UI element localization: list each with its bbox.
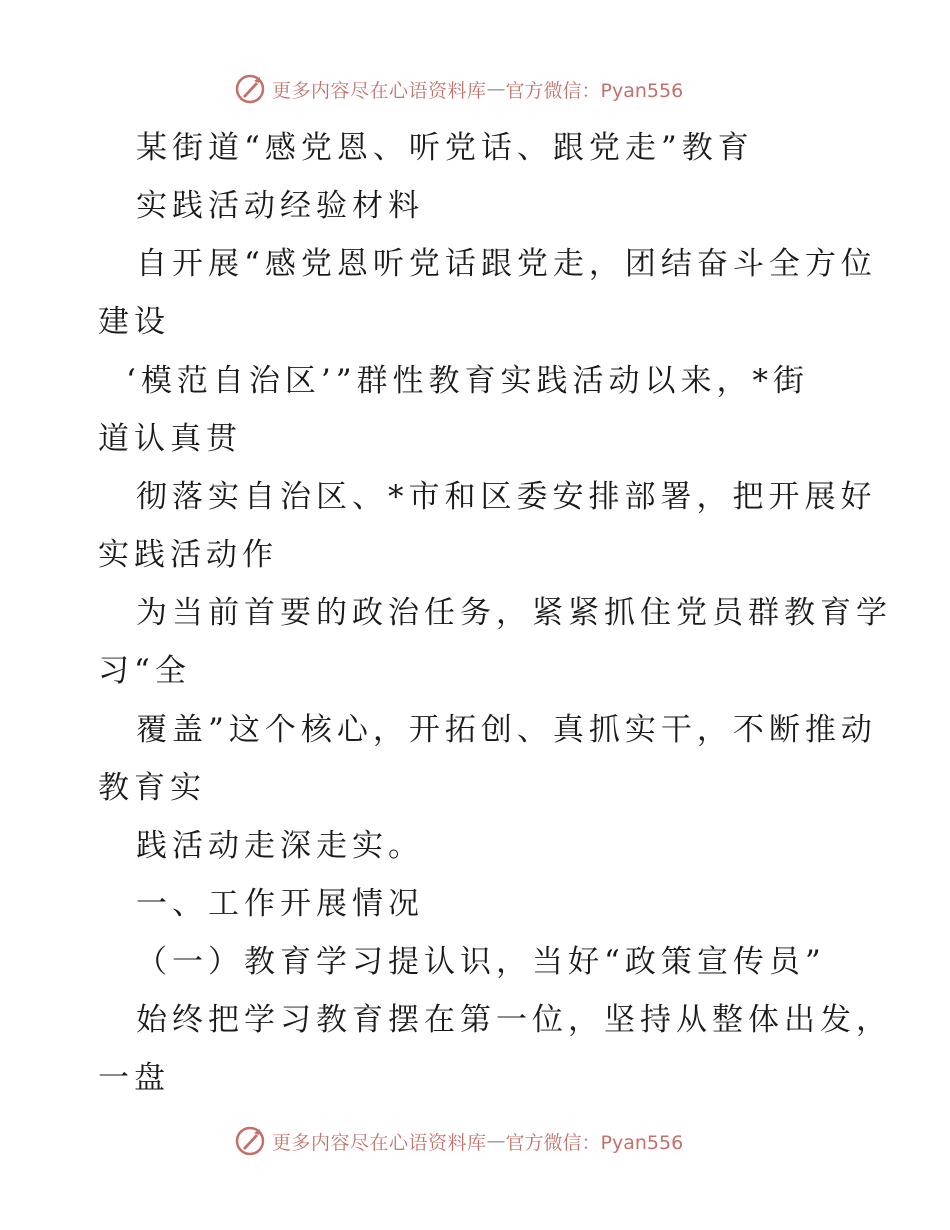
doc-line-16: 始终把学习教育摆在第一位，坚持从整体出发， bbox=[136, 1002, 892, 1038]
doc-line-6: 道认真贯 bbox=[98, 421, 242, 457]
watermark-separator: — bbox=[486, 1130, 506, 1152]
doc-line-11: 覆盖”这个核心，开拓创、真抓实干，不断推动 bbox=[136, 712, 877, 748]
header-watermark bbox=[234, 72, 683, 106]
quill-logo-icon bbox=[234, 1125, 266, 1157]
doc-line-5: ‘模范自治区’”群性教育实践活动以来，*街 bbox=[126, 363, 810, 399]
doc-line-17: 一盘 bbox=[98, 1060, 170, 1096]
doc-line-8: 实践活动作 bbox=[98, 537, 278, 573]
doc-line-7: 彻落实自治区、*市和区委安排部署，把开展好 bbox=[136, 479, 877, 515]
doc-line-3: 自开展“感党恩听党话跟党走，团结奋斗全方位 bbox=[136, 246, 877, 282]
watermark-text: 更多内容尽在心语资料库 bbox=[272, 79, 487, 102]
doc-line-12: 教育实 bbox=[98, 770, 206, 806]
subsection-heading-1: （一）教育学习提认识，当好“政策宣传员” bbox=[136, 944, 826, 980]
doc-line-4: 建设 bbox=[98, 304, 170, 340]
doc-title-line-1: 某街道“感党恩、听党话、跟党走”教育 bbox=[136, 130, 754, 166]
watermark-text: 更多内容尽在心语资料库 bbox=[272, 1131, 487, 1154]
watermark-contact: 官方微信：Pyan556 bbox=[505, 1131, 684, 1154]
watermark-separator: — bbox=[486, 78, 506, 100]
section-heading-1: 一、工作开展情况 bbox=[136, 886, 424, 922]
quill-logo-icon bbox=[234, 73, 266, 105]
doc-title-line-2: 实践活动经验材料 bbox=[136, 188, 424, 224]
footer-watermark bbox=[234, 1124, 683, 1158]
doc-line-10: 习“全 bbox=[98, 653, 191, 689]
watermark-contact: 官方微信：Pyan556 bbox=[505, 79, 684, 102]
doc-line-9: 为当前首要的政治任务，紧紧抓住党员群教育学 bbox=[136, 595, 892, 631]
doc-line-13: 践活动走深走实。 bbox=[136, 828, 424, 864]
